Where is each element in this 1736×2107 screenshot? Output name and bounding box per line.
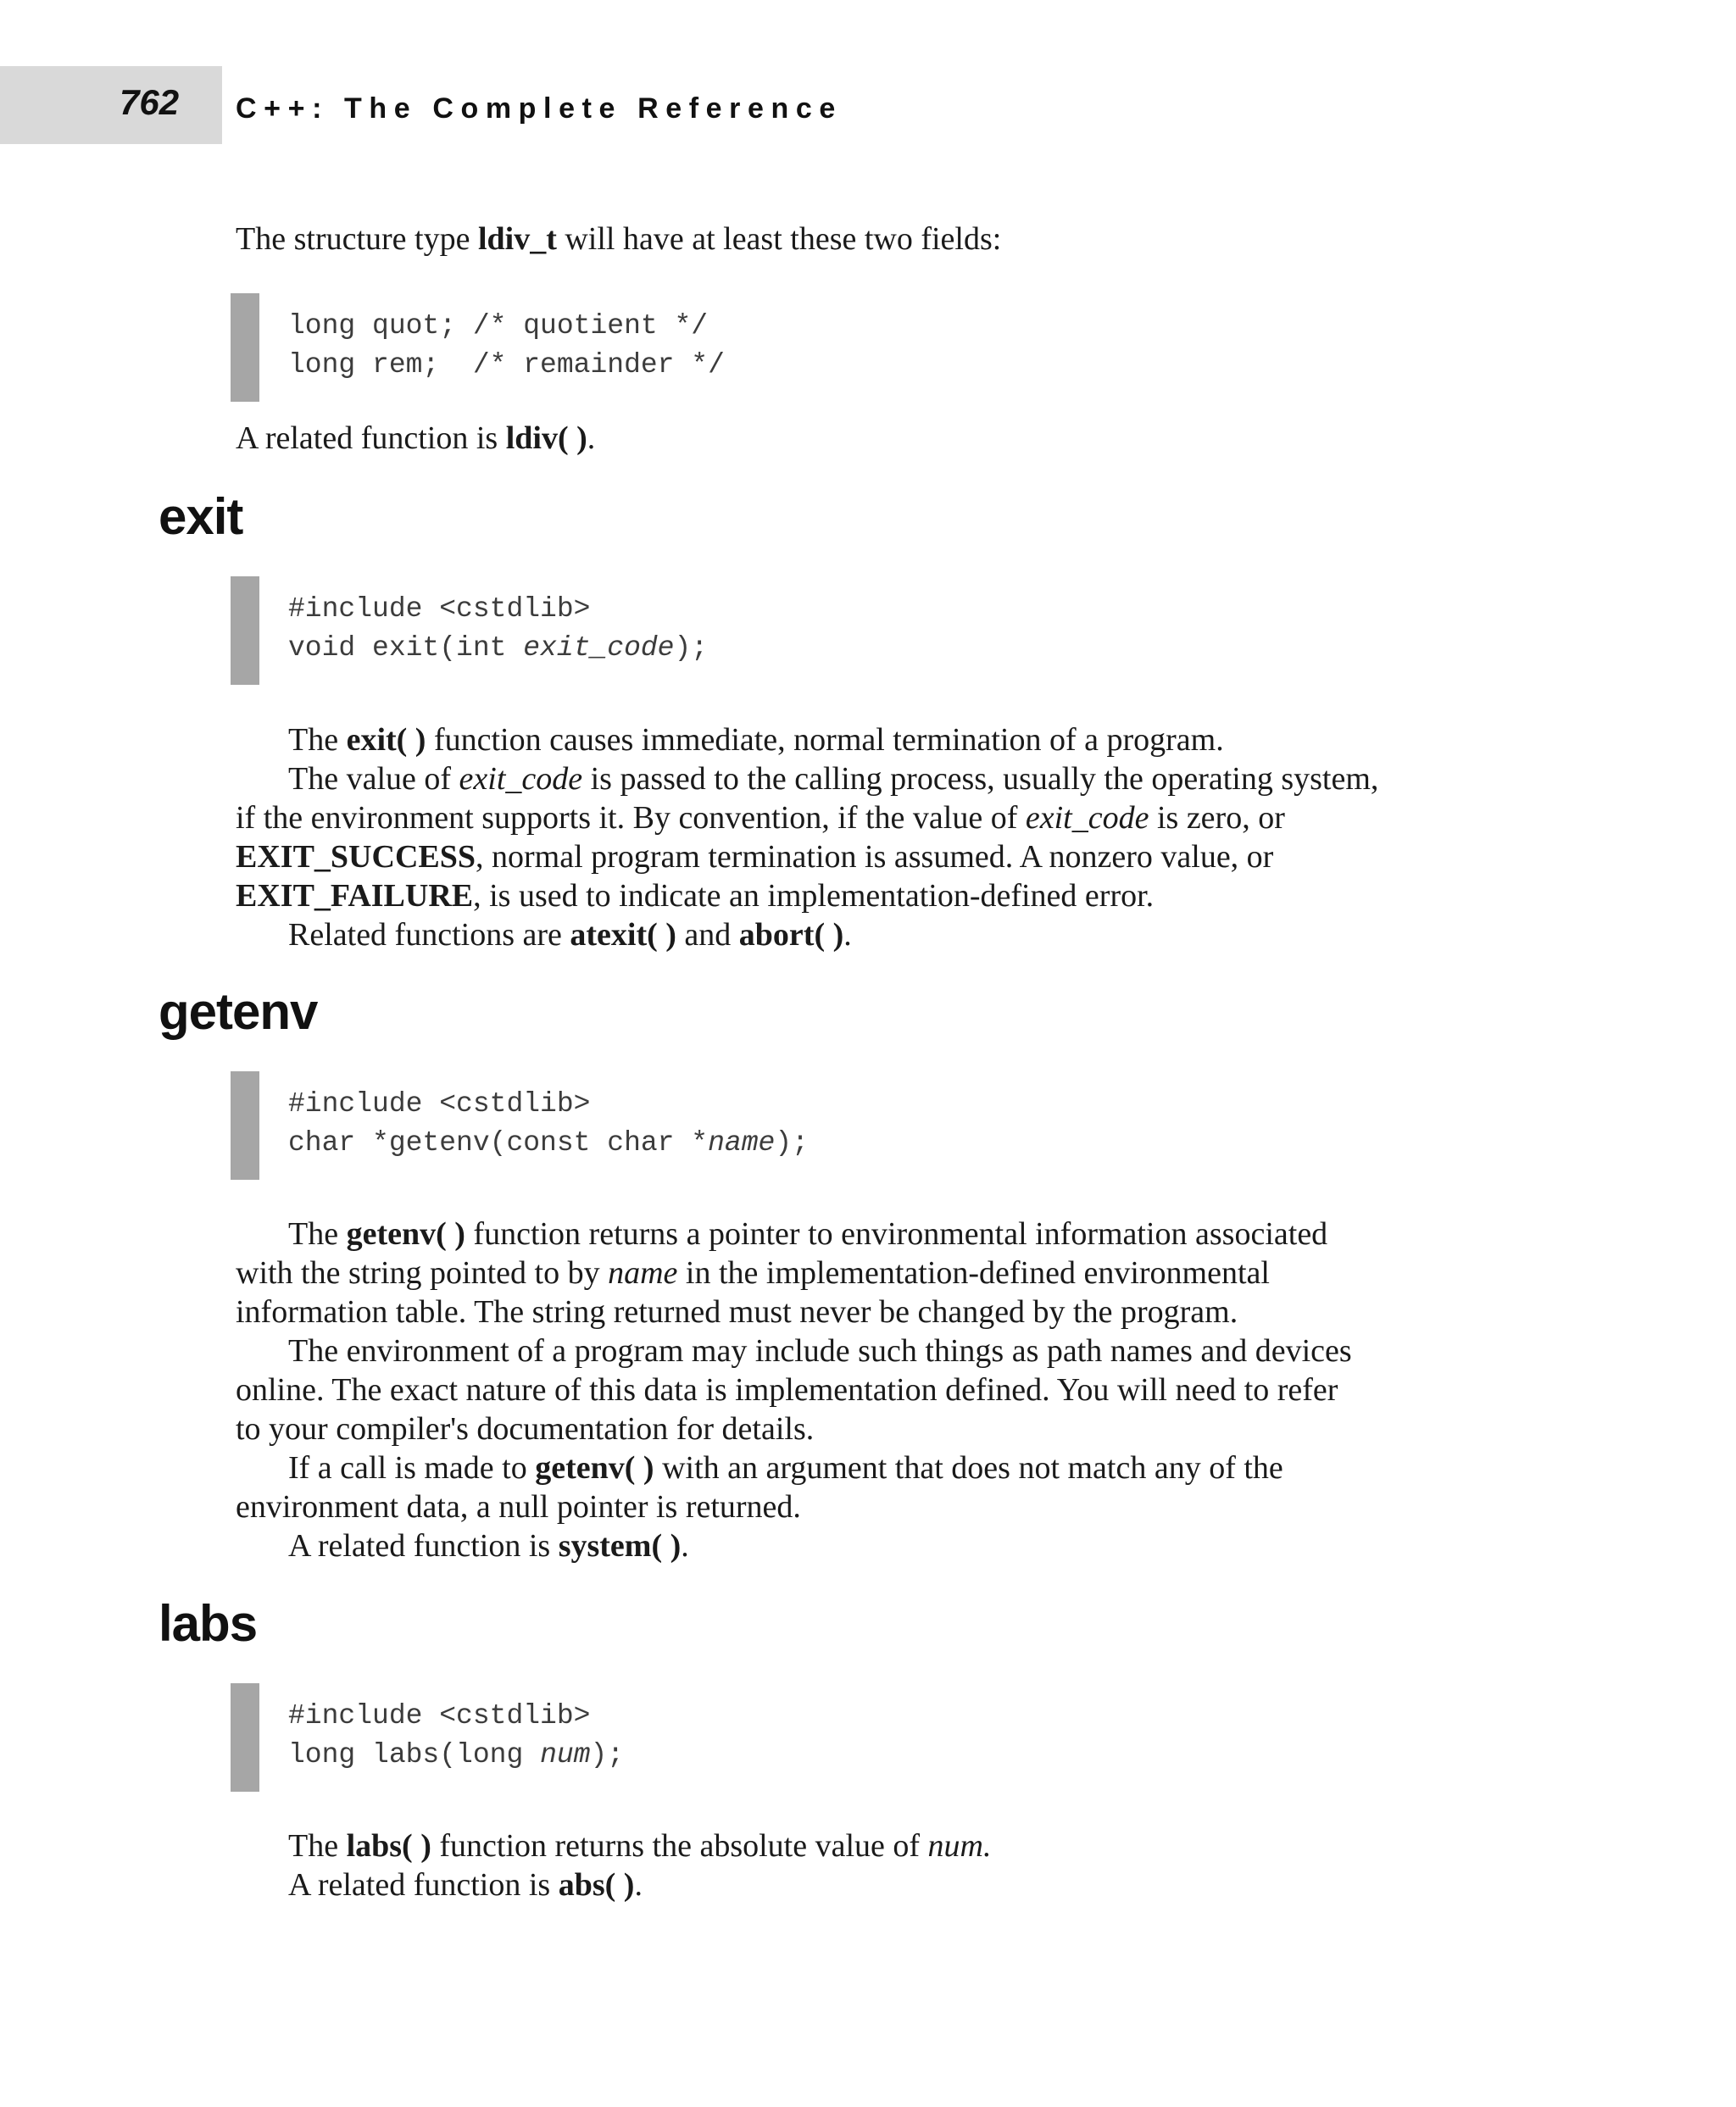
exit-description: The exit( ) function causes immediate, normal termination of a program. The value of exit_code is passed to the calling process, usually the operating system, if the environment supports it. By convention, if the value of exit_code is zero, or EXIT_SUCCESS, normal program termination is assumed. A nonzero value, or EXIT_FAILURE, is used to indicate an implementation-defined error. Related functions are atexit( ) and abort( ). bbox=[236, 722, 1379, 953]
page-number: 762 bbox=[120, 82, 180, 122]
labs-prototype-code: #include <cstdlib> long labs(long num); bbox=[288, 1700, 625, 1771]
running-head: C++: The Complete Reference bbox=[236, 92, 843, 125]
ldiv-t-paragraph: The structure type ldiv_t will have at least these two fields: bbox=[236, 221, 1002, 257]
section-heading-exit: exit bbox=[159, 488, 243, 545]
code-block-bar bbox=[231, 576, 259, 685]
getenv-description: The getenv( ) function returns a pointer to environmental information associated with the string pointed to by name in the implementation-defined environmental information table. The string returned must never be changed by the program. The environment of a program may include such things as path names and devices online. The exact nature of this data is implementation defined. You will need to refer to your compiler's documentation for details. If a call is made to getenv( ) with an argument that does not match any of the environment data, a null pointer is returned. A related function is system( ). bbox=[236, 1216, 1352, 1564]
ldiv-t-fields-code: long quot; /* quotient */ long rem; /* remainder */ bbox=[288, 310, 725, 381]
ldiv-related-paragraph: A related function is ldiv( ). bbox=[236, 420, 596, 456]
code-block-bar bbox=[231, 1683, 259, 1792]
getenv-prototype-code: #include <cstdlib> char *getenv(const char *name); bbox=[288, 1088, 809, 1159]
ldiv-t-term: ldiv_t bbox=[477, 221, 557, 257]
section-heading-labs: labs bbox=[159, 1595, 258, 1652]
section-heading-getenv: getenv bbox=[159, 983, 318, 1040]
code-block-bar bbox=[231, 1071, 259, 1180]
page-number-tab bbox=[0, 66, 222, 144]
exit-prototype-code: #include <cstdlib> void exit(int exit_code); bbox=[288, 593, 709, 664]
labs-description: The labs( ) function returns the absolute value of num. A related function is abs( ). bbox=[288, 1828, 992, 1903]
code-block-bar bbox=[231, 293, 259, 402]
